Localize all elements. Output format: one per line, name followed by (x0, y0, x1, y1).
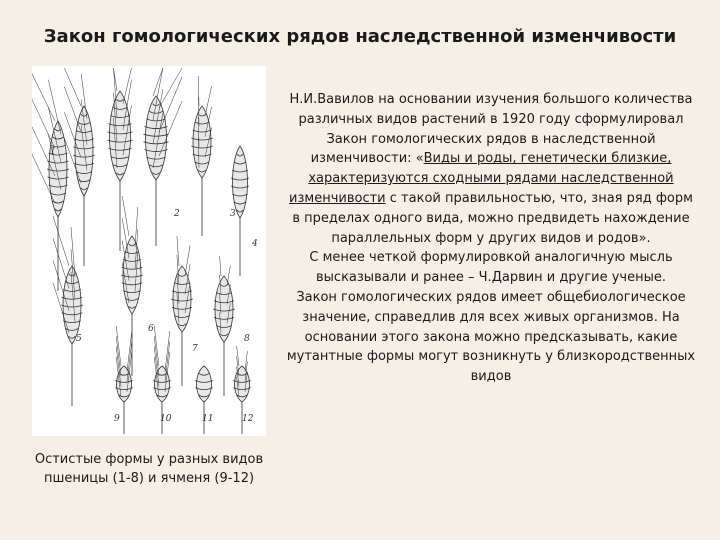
figure-number-5: 5 (76, 334, 82, 344)
law-intro: Н.И.Вавилов на основании изучения большого количества различных видов растений в 1920 году сформулировал Закон гомологических рядов в наследственной изменчивости: « (289, 92, 693, 167)
figure-number-10: 10 (160, 414, 172, 424)
figure-number-3: 3 (230, 209, 236, 219)
figure-number-1: 1 (50, 147, 56, 157)
figure-number-4: 4 (252, 239, 258, 249)
figure-number-6: 6 (148, 324, 154, 334)
law-continuation: с такой правильностью, что, зная ряд форм в пределах одного вида, можно предвидеть нахождение параллельных форм у других видов и родов». (292, 190, 693, 246)
figure-number-11: 11 (202, 414, 214, 424)
grain-spike-drawing (213, 256, 235, 396)
paragraph-darwin: С менее четкой формулировкой аналогичную мысль высказывали и ранее – Ч.Дарвин и другие ученые. (309, 250, 673, 286)
grain-spike-drawing (108, 68, 133, 251)
grain-spike-drawing (121, 196, 143, 376)
grain-spikes-figure (32, 66, 266, 436)
paragraph-significance: Закон гомологических рядов имеет общебиологическое значение, справедлив для всех живых организмов. На основании этого закона можно предсказывать, какие мутантные формы могут возникнуть у близкородственных видов (286, 289, 696, 385)
figure-number-7: 7 (192, 344, 198, 354)
grain-spike-drawing (171, 236, 193, 386)
grain-spike-drawing (191, 76, 212, 236)
grain-spikes-illustration (32, 66, 266, 436)
figure-caption: Остистые формы у разных видов пшеницы (1-8) и ячменя (9-12) (34, 452, 264, 486)
law-formulation: Виды и роды, генетически близкие, характеризуются сходными рядами наследственной изменчивости (289, 151, 674, 206)
grain-spike-drawing (32, 68, 69, 291)
figure-number-8: 8 (244, 334, 250, 344)
figure-number-12: 12 (242, 414, 254, 424)
figure-number-9: 9 (114, 414, 120, 424)
body-text (286, 90, 696, 387)
paragraph-law (286, 90, 696, 248)
grain-spike-drawing (144, 68, 183, 246)
figure-number-2: 2 (174, 209, 180, 219)
grain-spike-drawing (53, 216, 83, 406)
slide-title: Закон гомологических рядов наследственной изменчивости (43, 26, 677, 47)
grain-spike-drawing (64, 68, 94, 266)
